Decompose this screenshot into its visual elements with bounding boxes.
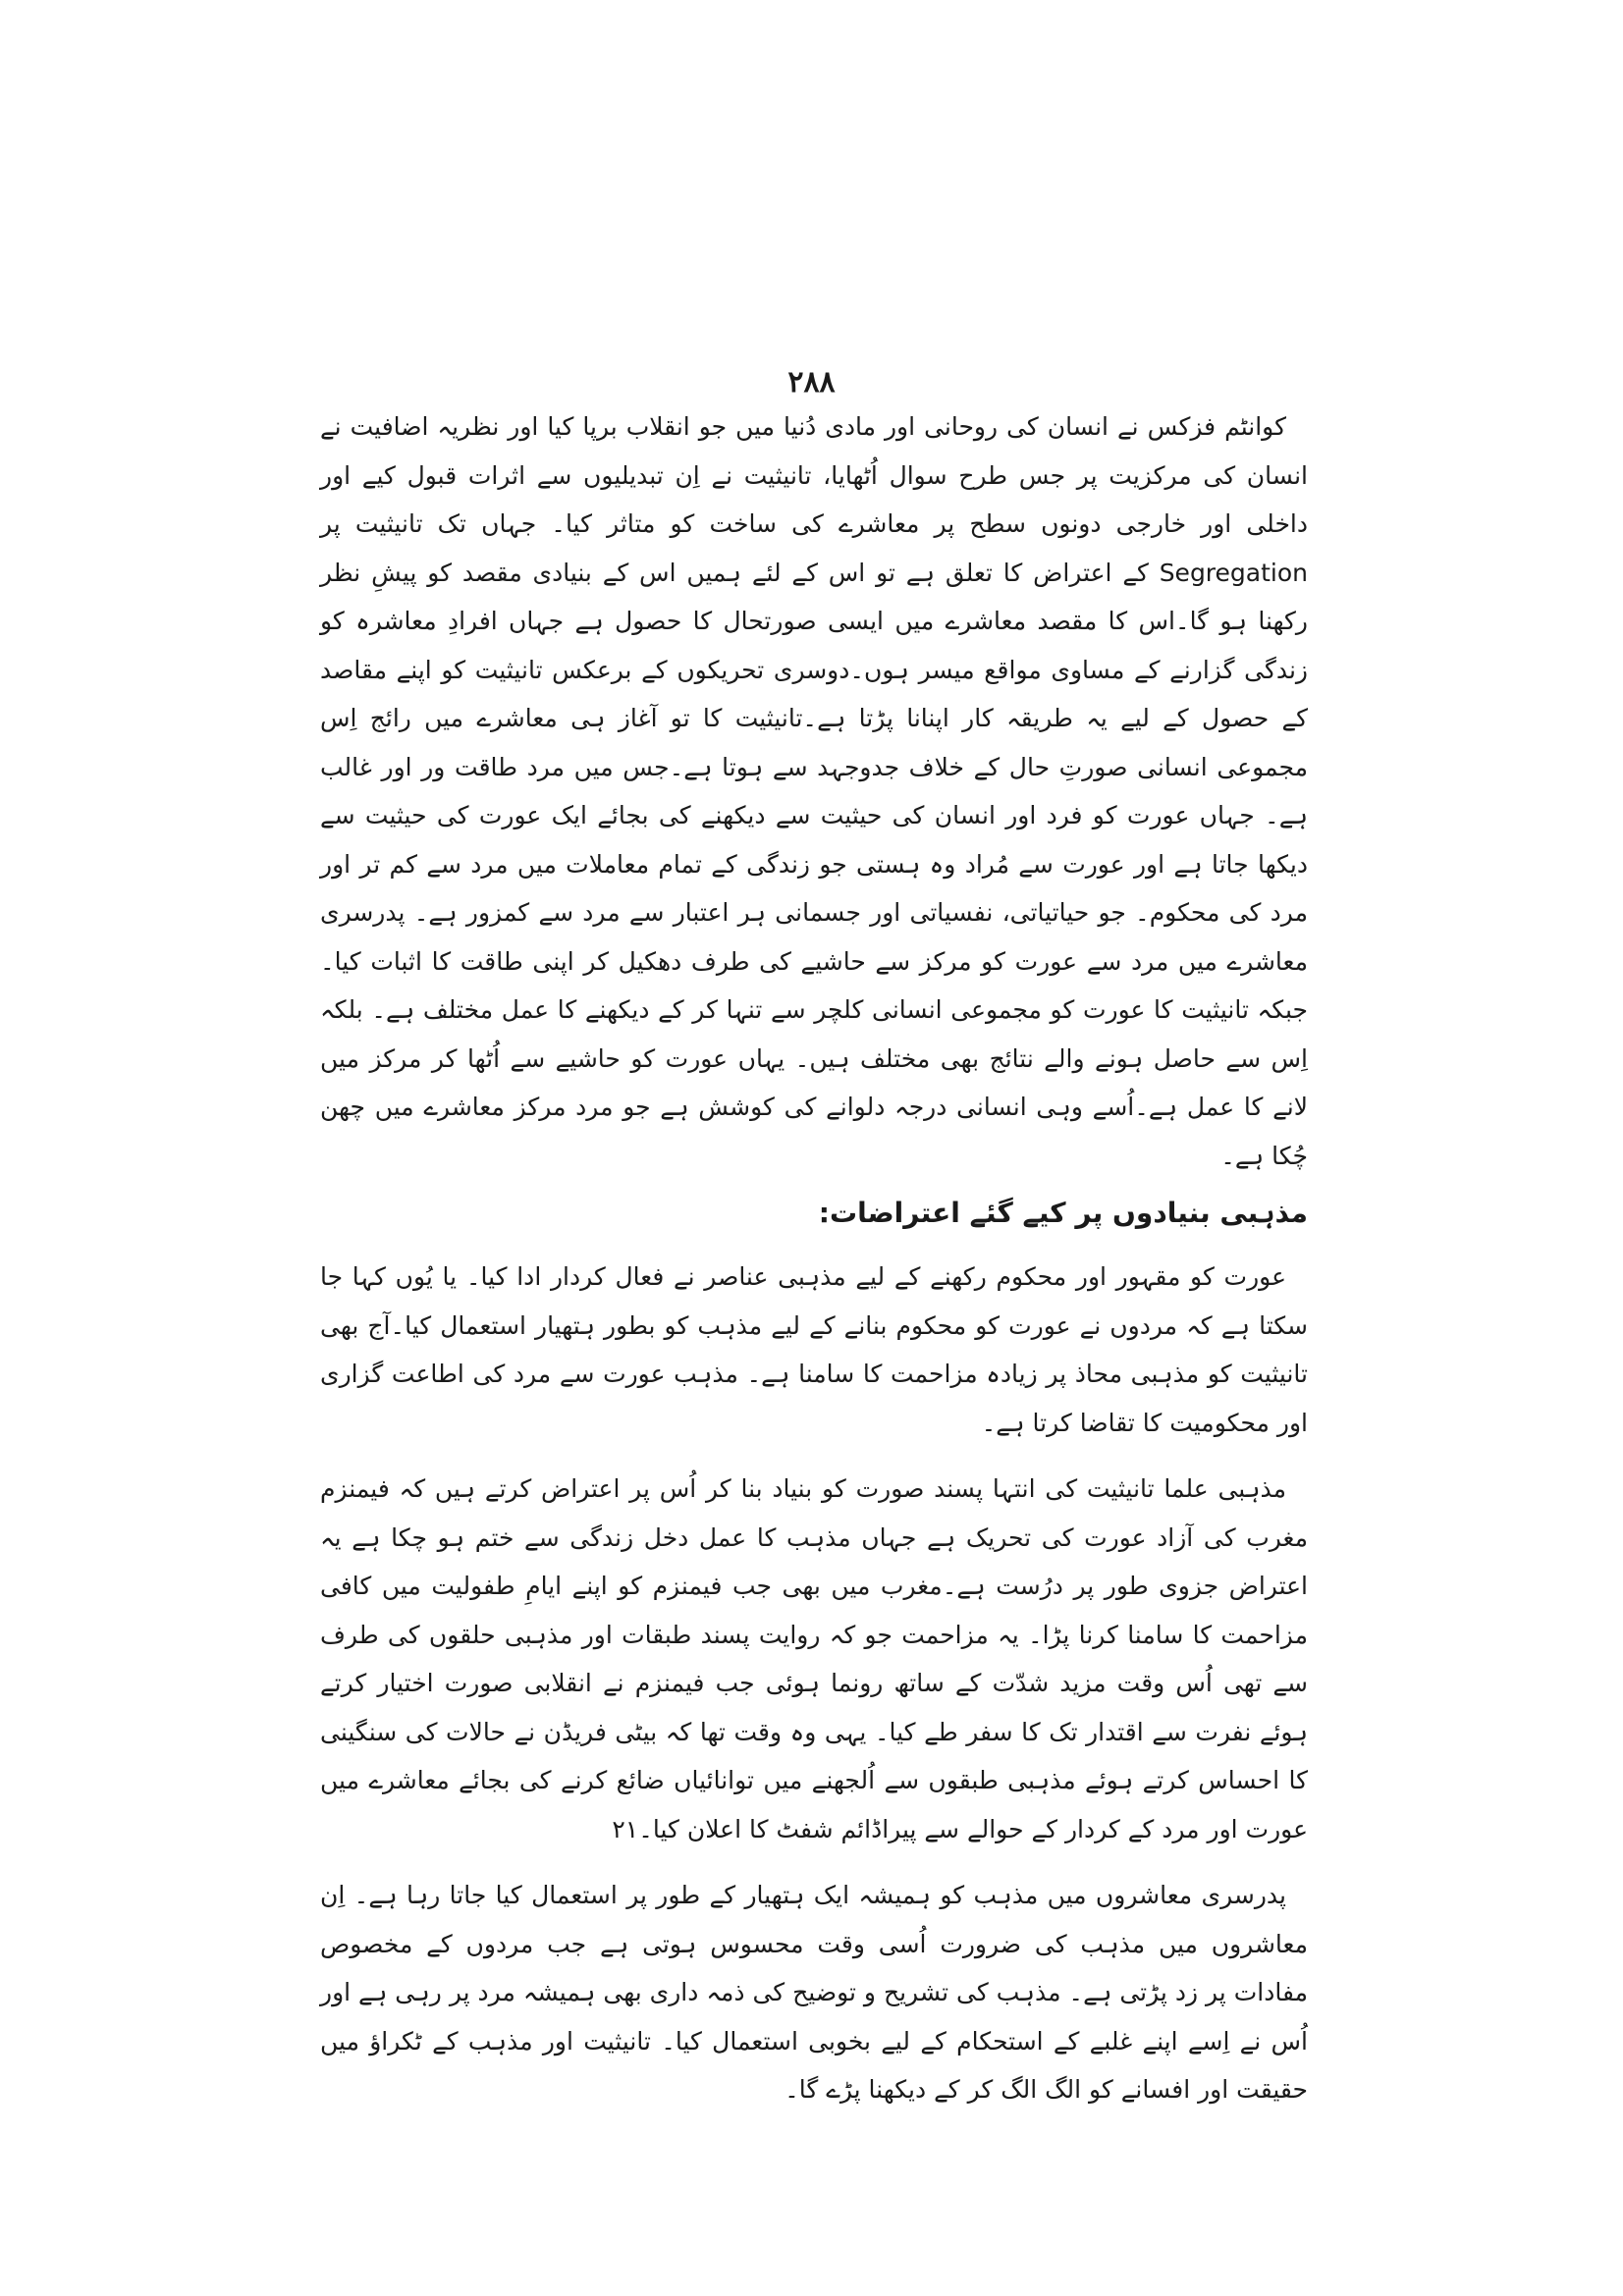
section-heading-religious-objections: مذہبی بنیادوں پر کیے گئے اعتراضات: [818,1197,1308,1229]
body-text [320,402,1308,2114]
paragraph-patriarchal-societies: پدرسری معاشروں میں مذہب کو ہمیشہ ایک ہتھیار کے طور پر استعمال کیا جاتا رہا ہے۔ اِن معاشروں میں مذہب کی ضرورت اُسی وقت محسوس ہوتی ہے جب مردوں کے مخصوص مفادات پر زد پڑتی ہے۔ مذہب کی تشریح و توضیح کی ذمہ داری بھی ہمیشہ مرد پر رہی ہے اور اُس نے اِسے اپنے غلبے کے استحکام کے لیے بخوبی استعمال کیا۔ تانیثیت اور مذہب کے ٹکراؤ میں حقیقت اور افسانے کو الگ الگ کر کے دیکھنا پڑے گا۔ [320,1881,1308,2104]
paragraph-religious-elements: عورت کو مقہور اور محکوم رکھنے کے لیے مذہبی عناصر نے فعال کردار ادا کیا۔ یا یُوں کہا جا سکتا ہے کہ مردوں نے عورت کو محکوم بنانے کے لیے مذہب کو بطور ہتھیار استعمال کیا۔آج بھی تانیثیت کو مذہبی محاذ پر زیادہ مزاحمت کا سامنا ہے۔ مذہب عورت سے مرد کی اطاعت گزاری اور محکومیت کا تقاضا کرتا ہے۔ [320,1262,1308,1437]
page-number: ۲۸۸ [787,365,836,400]
paragraph-religious-scholars: مذہبی علما تانیثیت کی انتہا پسند صورت کو بنیاد بنا کر اُس پر اعتراض کرتے ہیں کہ فیمنزم مغرب کی آزاد عورت کی تحریک ہے جہاں مذہب کا عمل دخل زندگی سے ختم ہو چکا ہے یہ اعتراض جزوی طور پر درُست ہے۔مغرب میں بھی جب فیمنزم کو اپنے ایامِ طفولیت میں کافی مزاحمت کا سامنا کرنا پڑا۔ یہ مزاحمت جو کہ روایت پسند طبقات اور مذہبی حلقوں کی طرف سے تھی اُس وقت مزید شدّت کے ساتھ رونما ہوئی جب فیمنزم نے انقلابی صورت اختیار کرتے ہوئے نفرت سے اقتدار تک کا سفر طے کیا۔ یہی وہ وقت تھا کہ بیٹی فریڈن نے حالات کی سنگینی کا احساس کرتے ہوئے مذہبی طبقوں سے اُلجھنے میں توانائیاں ضائع کرنے کی بجائے معاشرے میں عورت اور مرد کے کردار کے حوالے سے پیراڈائم شفٹ کا اعلان کیا۔۲۱ [320,1474,1308,1843]
paragraph-quantum-physics: کوانٹم فزکس نے انسان کی روحانی اور مادی دُنیا میں جو انقلاب برپا کیا اور نظریہ اضافیت نے انسان کی مرکزیت پر جس طرح سوال اُٹھایا، تانیثیت نے اِن تبدیلیوں سے اثرات قبول کیے اور داخلی اور خارجی دونوں سطح پر معاشرے کی ساخت کو متاثر کیا۔ جہاں تک تانیثیت پر Segregation کے اعتراض کا تعلق ہے تو اس کے لئے ہمیں اس کے بنیادی مقصد کو پیشِ نظر رکھنا ہو گا۔اس کا مقصد معاشرے میں ایسی صورتحال کا حصول ہے جہاں افرادِ معاشرہ کو زندگی گزارنے کے مساوی مواقع میسر ہوں۔دوسری تحریکوں کے برعکس تانیثیت کو اپنے مقاصد کے حصول کے لیے یہ طریقہ کار اپنانا پڑتا ہے۔تانیثیت کا تو آغاز ہی معاشرے میں رائج اِس مجموعی انسانی صورتِ حال کے خلاف جدوجہد سے ہوتا ہے۔جس میں مرد طاقت ور اور غالب ہے۔ جہاں عورت کو فرد اور انسان کی حیثیت سے دیکھنے کی بجائے ایک عورت کی حیثیت سے دیکھا جاتا ہے اور عورت سے مُراد وہ ہستی جو زندگی کے تمام معاملات میں مرد سے کم تر اور مرد کی محکوم۔ جو حیاتیاتی، نفسیاتی اور جسمانی ہر اعتبار سے مرد سے کمزور ہے۔ پدرسری معاشرے میں مرد سے عورت کو مرکز سے حاشیے کی طرف دھکیل کر اپنی طاقت کا اثبات کیا۔ جبکہ تانیثیت کا عورت کو مجموعی انسانی کلچر سے تنہا کر کے دیکھنے کا عمل مختلف ہے۔ بلکہ اِس سے حاصل ہونے والے نتائج بھی مختلف ہیں۔ یہاں عورت کو حاشیے سے اُٹھا کر مرکز میں لانے کا عمل ہے۔اُسے وہی انسانی درجہ دلوانے کی کوشش ہے جو مرد مرکز معاشرے میں چھن چُکا ہے۔ [320,412,1308,1170]
